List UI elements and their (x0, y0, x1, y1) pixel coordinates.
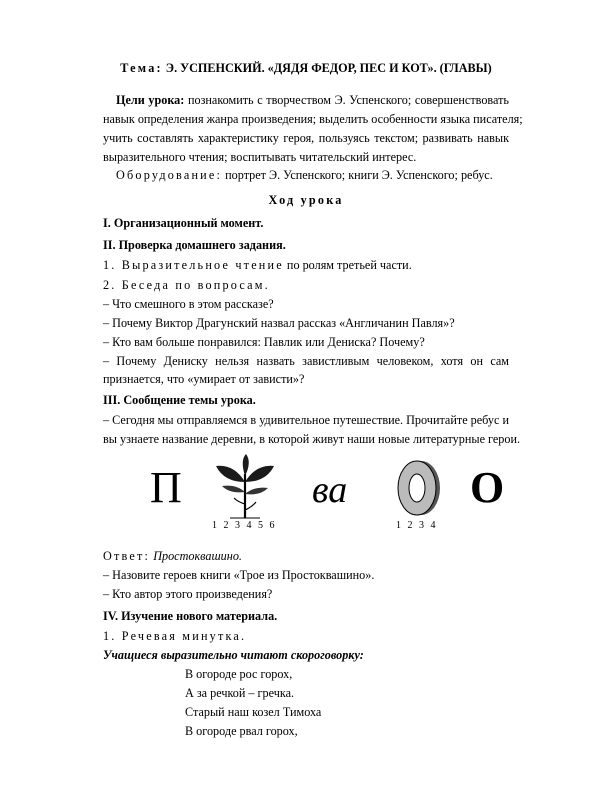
question-2: – Почему Виктор Драгунский назвал рассказ «Англичанин Павля»? (103, 316, 455, 330)
title-text: Э. УСПЕНСКИЙ. «ДЯДЯ ФЕДОР, ПЕС И КОТ». (ГЛАВЫ) (165, 61, 492, 75)
answer-line (103, 549, 509, 564)
ring-numbers: 1 2 3 4 (396, 520, 438, 531)
plant-sprout-icon (210, 452, 280, 520)
equipment-text: портрет Э. Успенского; книги Э. Успенского; ребус. (225, 168, 493, 182)
answer-text: Простоквашино. (153, 549, 242, 563)
lesson-title (103, 61, 509, 76)
goals-line-4: выразительного чтения; воспитывать читательский интерес. (103, 150, 417, 164)
section-1-heading: I. Организационный момент. (103, 216, 264, 230)
poem-line-2: А за речкой – гречка. (185, 686, 295, 700)
goals-line-3: учить составлять характеристику героя, пользуясь текстом; развивать навык (103, 131, 509, 145)
section-2-item-2: 2. Беседа по вопросам. (103, 278, 270, 292)
section-3-heading: III. Сообщение темы урока. (103, 393, 256, 407)
section-2-item-1 (103, 258, 509, 273)
goals-line-2: навык определения жанра произведения; выделить особенности языка писателя; (103, 112, 523, 126)
section-4-instruction: Учащиеся выразительно читают скороговорку: (103, 648, 364, 662)
rebus-syllable: ва (312, 469, 348, 511)
section-4-item-1: 1. Речевая минутка. (103, 629, 247, 643)
title-prefix: Тема: (120, 61, 163, 75)
answer-label: Ответ: (103, 549, 151, 563)
item-1-text: по ролям третьей части. (286, 258, 412, 272)
poem-line-1: В огороде рос горох, (185, 667, 293, 681)
poem-line-4: В огороде рвал горох, (185, 724, 298, 738)
question-4-line-1: – Почему Дениску нельзя назвать завистливым человеком, хотя он сам (103, 354, 509, 368)
equipment-line (116, 168, 509, 183)
goals-label: Цели урока: (116, 93, 185, 107)
poem-line-3: Старый наш козел Тимоха (185, 705, 322, 719)
section-4-heading: IV. Изучение нового материала. (103, 609, 278, 623)
rebus-letter-o: О (470, 463, 505, 512)
section-3-line-1: – Сегодня мы отправляемся в удивительное путешествие. Прочитайте ребус и (103, 413, 509, 427)
rebus-letter-p: П (150, 463, 182, 512)
ring-washer-icon (395, 458, 443, 518)
question-1: – Что смешного в этом рассказе? (103, 297, 274, 311)
after-rebus-question-1: – Назовите героев книги «Трое из Простоквашино». (103, 568, 375, 582)
plant-numbers: 1 2 3 4 5 6 (212, 520, 277, 531)
after-rebus-question-2: – Кто автор этого произведения? (103, 587, 273, 601)
question-3: – Кто вам больше понравился: Павлик или Дениска? Почему? (103, 335, 425, 349)
rebus-picture (100, 462, 520, 534)
goals-line-1 (116, 93, 509, 108)
goals-text-1: познакомить с творчеством Э. Успенского; совершенствовать (187, 93, 509, 107)
equipment-label: Оборудование: (116, 168, 223, 182)
question-4-line-2: признается, что «умирает от зависти»? (103, 372, 305, 386)
course-heading: Ход урока (268, 193, 344, 207)
section-2-heading: II. Проверка домашнего задания. (103, 238, 286, 252)
item-1-label: 1. Выразительное чтение (103, 258, 284, 272)
section-3-line-2: вы узнаете название деревни, в которой живут наши новые литературные герои. (103, 432, 521, 446)
